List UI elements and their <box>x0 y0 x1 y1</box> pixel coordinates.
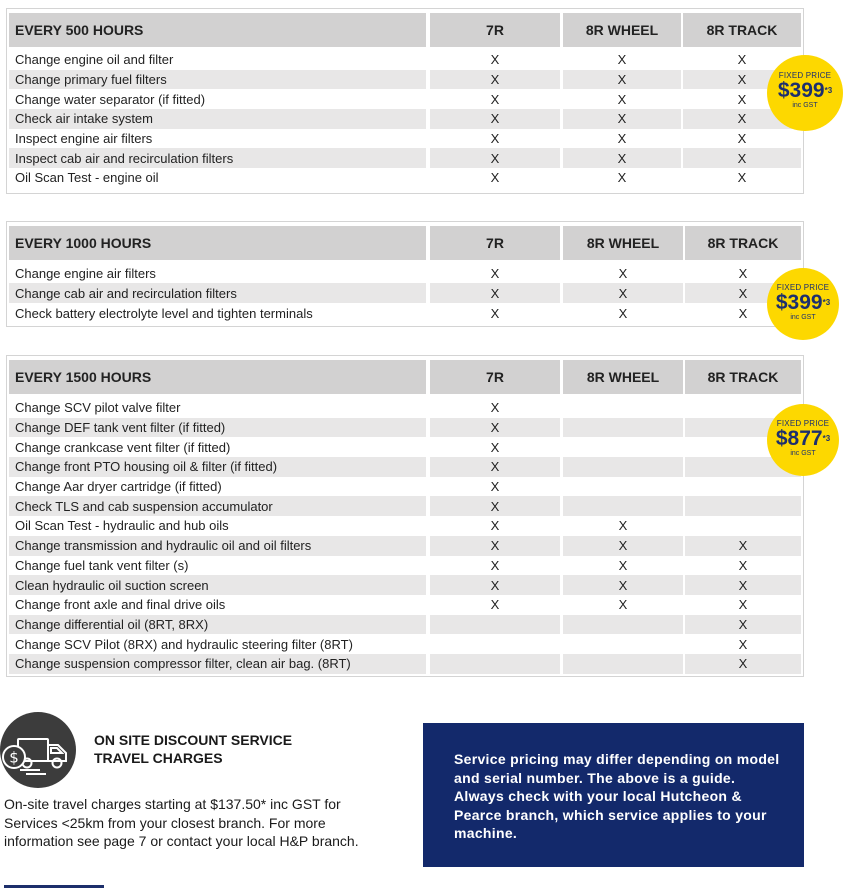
task-label: Check battery electrolyte level and tighten terminals <box>15 305 313 321</box>
mark-8r-track: X <box>738 636 748 652</box>
mark-8r-track: X <box>685 654 801 674</box>
mark-7r: X <box>430 457 560 477</box>
mark-7r: X <box>430 109 560 129</box>
column-header-8r-track: 8R TRACK <box>683 13 801 47</box>
table-row <box>7 437 803 457</box>
mark-7r: X <box>490 170 500 186</box>
task-label: Change engine oil and filter <box>15 52 174 68</box>
task-label: Change SCV Pilot (8RX) and hydraulic steering filter (8RT) <box>15 636 353 652</box>
service-table-1000-hours <box>6 221 804 327</box>
mark-8r-track <box>685 516 801 536</box>
task-label: Change engine air filters <box>15 265 156 281</box>
table-row <box>7 70 803 90</box>
table-rows <box>7 47 803 188</box>
mark-7r: X <box>430 496 560 516</box>
mark-7r: X <box>490 52 500 68</box>
badge-tax-note: inc GST <box>790 314 816 321</box>
mark-7r: X <box>490 265 500 281</box>
heading-line: ON SITE DISCOUNT SERVICE <box>94 732 293 748</box>
mark-7r <box>430 634 560 654</box>
mark-7r: X <box>430 536 560 556</box>
svg-text:$: $ <box>9 748 19 767</box>
task-label: Change crankcase vent filter (if fitted) <box>15 439 231 455</box>
mark-7r: X <box>430 575 560 595</box>
mark-8r-track: X <box>685 283 801 303</box>
mark-8r-wheel <box>563 634 683 654</box>
service-table-1500-hours <box>6 355 804 677</box>
mark-8r-wheel <box>563 457 683 477</box>
task-label: Oil Scan Test - hydraulic and hub oils <box>15 518 229 534</box>
task-label: Clean hydraulic oil suction screen <box>9 575 426 595</box>
mark-8r-track: X <box>737 91 747 107</box>
mark-8r-wheel <box>563 418 683 438</box>
mark-7r: X <box>430 283 560 303</box>
badge-tax-note: inc GST <box>792 102 818 109</box>
mark-8r-track: X <box>685 575 801 595</box>
task-label: Change suspension compressor filter, clean air bag. (8RT) <box>9 654 426 674</box>
column-header-7r: 7R <box>430 13 560 47</box>
task-label: Change front axle and final drive oils <box>15 597 226 613</box>
mark-7r <box>430 615 560 635</box>
fixed-price-badge-500 <box>767 55 843 131</box>
mark-8r-wheel: X <box>563 148 681 168</box>
task-label: Change Aar dryer cartridge (if fitted) <box>15 479 222 495</box>
mark-7r: X <box>490 518 500 534</box>
mark-8r-wheel: X <box>618 305 628 321</box>
mark-8r-wheel <box>563 654 683 674</box>
table-row <box>7 263 803 283</box>
mark-8r-wheel: X <box>563 536 683 556</box>
mark-8r-track: X <box>738 305 748 321</box>
task-label: Check TLS and cab suspension accumulator <box>9 496 426 516</box>
table-row <box>7 168 803 188</box>
table-row <box>7 50 803 70</box>
table-header <box>7 222 803 260</box>
mark-7r <box>430 654 560 674</box>
table-row <box>7 89 803 109</box>
table-header <box>7 9 803 47</box>
table-row <box>7 477 803 497</box>
mark-8r-track: X <box>683 148 801 168</box>
task-label: Change cab air and recirculation filters <box>9 283 426 303</box>
mark-7r: X <box>490 305 500 321</box>
task-label: Change transmission and hydraulic oil and oil filters <box>9 536 426 556</box>
mark-8r-wheel: X <box>617 91 627 107</box>
task-label: Change SCV pilot valve filter <box>15 400 181 416</box>
table-rows <box>7 260 803 323</box>
badge-label: FIXED PRICE <box>776 419 830 428</box>
task-label: Change DEF tank vent filter (if fitted) <box>9 418 426 438</box>
accent-rule <box>4 885 104 888</box>
badge-tax-note: inc GST <box>790 450 816 457</box>
mark-8r-wheel: X <box>617 52 627 68</box>
table-row <box>7 556 803 576</box>
mark-8r-track: X <box>738 265 748 281</box>
badge-label: FIXED PRICE <box>778 71 832 80</box>
task-label: Change front PTO housing oil & filter (if fitted) <box>9 457 426 477</box>
column-header-8r-track: 8R TRACK <box>685 360 801 394</box>
heading-line: TRAVEL CHARGES <box>94 750 223 766</box>
table-row <box>7 109 803 129</box>
fixed-price-badge-1500 <box>767 404 839 476</box>
mark-8r-track: X <box>738 597 748 613</box>
task-label: Inspect cab air and recirculation filters <box>9 148 426 168</box>
service-table-500-hours <box>6 8 804 194</box>
task-label: Change differential oil (8RT, 8RX) <box>9 615 426 635</box>
table-row <box>7 536 803 556</box>
table-rows <box>7 394 803 674</box>
mark-8r-track: X <box>685 536 801 556</box>
column-header-8r-wheel: 8R WHEEL <box>563 360 683 394</box>
table-row <box>7 575 803 595</box>
table-header <box>7 356 803 394</box>
mark-7r: X <box>490 400 500 416</box>
mark-7r: X <box>430 70 560 90</box>
interval-title: EVERY 1500 HOURS <box>9 360 426 394</box>
mark-7r: X <box>490 557 500 573</box>
interval-title: EVERY 1000 HOURS <box>9 226 426 260</box>
table-row <box>7 496 803 516</box>
badge-price: $399$^{*3}$ <box>775 291 831 314</box>
mark-8r-wheel <box>563 398 683 418</box>
travel-charges-text: On-site travel charges starting at $137.50* inc GST for Services <25km from your closest branch. For more information see page 7 or contact your local H&P branch. <box>4 796 359 849</box>
mark-8r-wheel: X <box>563 109 681 129</box>
travel-charges-heading <box>94 731 292 767</box>
column-header-8r-track: 8R TRACK <box>685 226 801 260</box>
pricing-disclaimer-box: Service pricing may differ depending on model and serial number. The above is a guide. Always check with your local Hutcheon & Pearce branch, which service applies to your machine. <box>423 723 804 867</box>
badge-price: $399$^{*3}$ <box>777 79 833 102</box>
task-label: Change fuel tank vent filter (s) <box>15 557 189 573</box>
mark-8r-wheel: X <box>618 518 628 534</box>
table-row <box>7 457 803 477</box>
mark-8r-wheel <box>563 437 683 457</box>
column-header-7r: 7R <box>430 360 560 394</box>
delivery-truck-dollar-icon <box>0 712 76 788</box>
task-label: Inspect engine air filters <box>15 131 153 147</box>
table-row <box>7 398 803 418</box>
mark-8r-wheel: X <box>563 70 681 90</box>
table-row <box>7 283 803 303</box>
table-row <box>7 516 803 536</box>
mark-7r: X <box>430 418 560 438</box>
table-row <box>7 129 803 149</box>
interval-title: EVERY 500 HOURS <box>9 13 426 47</box>
mark-8r-track: X <box>737 170 747 186</box>
table-row <box>7 148 803 168</box>
mark-8r-wheel <box>563 615 683 635</box>
mark-8r-wheel: X <box>618 265 628 281</box>
table-row <box>7 615 803 635</box>
task-label: Change water separator (if fitted) <box>15 91 206 107</box>
task-label: Change primary fuel filters <box>9 70 426 90</box>
mark-8r-wheel: X <box>617 170 627 186</box>
mark-8r-track <box>685 477 801 497</box>
mark-8r-wheel: X <box>617 131 627 147</box>
mark-8r-track: X <box>737 131 747 147</box>
mark-7r: X <box>490 479 500 495</box>
mark-8r-track <box>685 496 801 516</box>
mark-8r-wheel <box>563 477 683 497</box>
column-header-8r-wheel: 8R WHEEL <box>563 13 681 47</box>
column-header-8r-wheel: 8R WHEEL <box>563 226 683 260</box>
column-header-7r: 7R <box>430 226 560 260</box>
task-label: Check air intake system <box>9 109 426 129</box>
table-row <box>7 418 803 438</box>
table-row <box>7 654 803 674</box>
mark-8r-wheel: X <box>618 597 628 613</box>
mark-8r-wheel: X <box>563 575 683 595</box>
fixed-price-badge-1000 <box>767 268 839 340</box>
badge-label: FIXED PRICE <box>776 283 830 292</box>
mark-8r-track: X <box>683 109 801 129</box>
mark-8r-track: X <box>738 557 748 573</box>
mark-8r-wheel <box>563 496 683 516</box>
mark-7r: X <box>490 597 500 613</box>
mark-8r-track: X <box>683 70 801 90</box>
mark-7r: X <box>490 131 500 147</box>
mark-8r-track: X <box>685 615 801 635</box>
mark-7r: X <box>490 91 500 107</box>
mark-8r-track: X <box>737 52 747 68</box>
badge-price: $877$^{*3}$ <box>775 427 831 450</box>
mark-7r: X <box>430 148 560 168</box>
mark-8r-wheel: X <box>563 283 683 303</box>
task-label: Oil Scan Test - engine oil <box>15 170 159 186</box>
table-row <box>7 595 803 615</box>
mark-8r-wheel: X <box>618 557 628 573</box>
mark-7r: X <box>490 439 500 455</box>
table-row <box>7 303 803 323</box>
table-row <box>7 634 803 654</box>
